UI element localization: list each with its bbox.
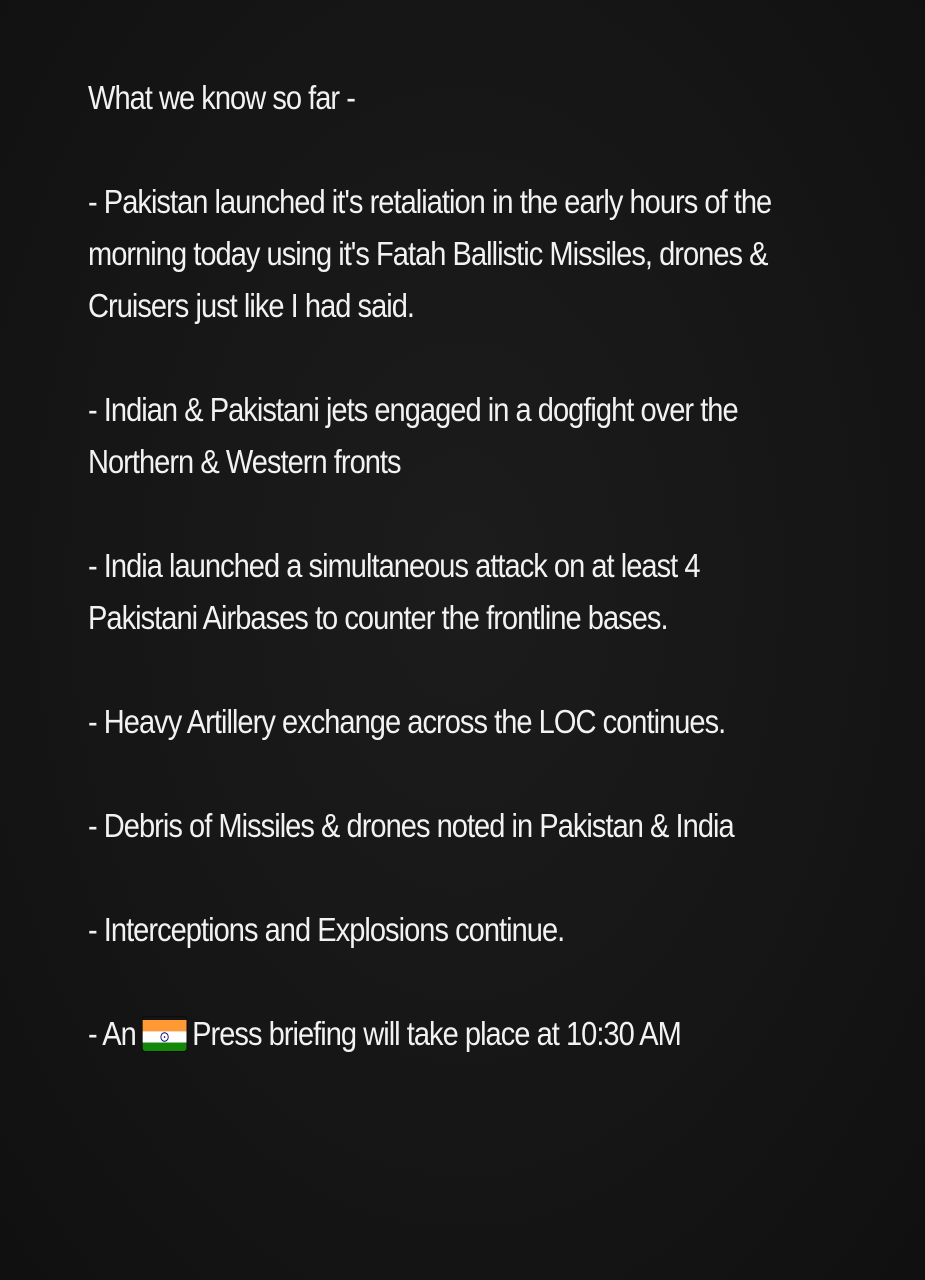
story-heading: What we know so far - [88,79,355,116]
story-item-retaliation: - Pakistan launched it's retaliation in the early hours of the morning today using it's Fatah Ballistic Missiles, drones & Cruisers just like I had said. [88,183,772,324]
story-text-block [88,72,783,1060]
story-item-airbases: - India launched a simultaneous attack on at least 4 Pakistani Airbases to counter the frontline bases. [88,547,700,636]
story-item-dogfight: - Indian & Pakistani jets engaged in a dogfight over the Northern & Western fronts [88,391,738,480]
india-flag-icon [143,1017,187,1051]
press-briefing-text: Press briefing will take place at 10:30 AM [192,1015,681,1052]
story-item-debris: - Debris of Missiles & drones noted in Pakistan & India [88,807,734,844]
story-item-interceptions: - Interceptions and Explosions continue. [88,911,565,948]
story-item-press-briefing [88,1008,783,1060]
press-briefing-prefix: - An [88,1015,136,1052]
story-item-artillery: - Heavy Artillery exchange across the LOC continues. [88,703,726,740]
